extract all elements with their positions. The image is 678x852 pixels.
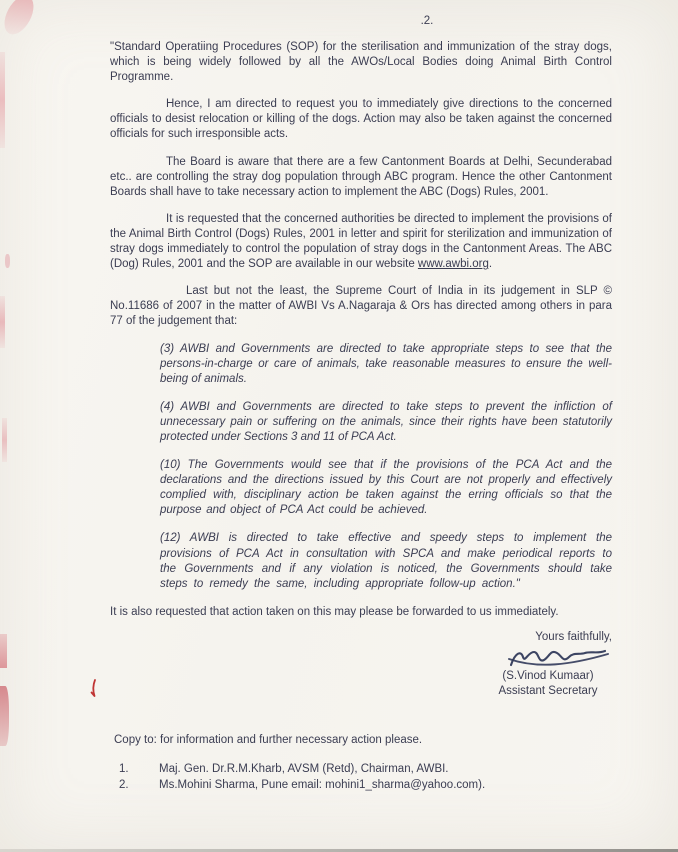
signatory-name: (S.Vinod Kumaar) bbox=[502, 669, 594, 682]
paragraph-directions: Hence, I am directed to request you to immediately give directions to the concerned officials to desist relocation or killing of the dogs. Action may also be taken against the concerned officials for such irresponsible acts. bbox=[110, 98, 612, 141]
scan-smudge-top-left bbox=[0, 0, 39, 39]
copy-to-item bbox=[110, 762, 612, 778]
letter-body bbox=[110, 14, 612, 795]
scan-smudge-left-edge bbox=[0, 634, 7, 668]
judgement-quotes bbox=[110, 342, 612, 592]
signature-block bbox=[484, 630, 612, 699]
scan-smudge-left-edge bbox=[5, 254, 10, 268]
signatory-title: Assistant Secretary bbox=[498, 684, 598, 697]
copy-to-list bbox=[110, 762, 612, 794]
paragraph-abc-rules-period: . bbox=[488, 258, 493, 271]
paragraph-closing: It is also requested that action taken on this may please be forwarded to us immediately. bbox=[110, 605, 559, 618]
paragraph-cantonment-boards: The Board is aware that there are a few Cantonment Boards at Delhi, Secunderabad etc.. are controlling the stray dog population through ABC program. Hence the other Cantonment Boards shall have to take necessary action to implement the ABC (Dogs) Rules, 2001. bbox=[110, 155, 612, 198]
copy-to-item-text: Ms.Mohini Sharma, Pune email: mohini1_sharma@yahoo.com). bbox=[159, 779, 486, 792]
judgement-quote-12: (12) AWBI is directed to take effective and speedy steps to implement the provisions of PCA Act in consultation with SPCA and make periodical reports to the Governments and if any violation is noticed, the Governments should take steps to remedy the same, including appropriate follow-up action." bbox=[160, 532, 612, 590]
scan-smudge-left-edge bbox=[2, 418, 7, 462]
signature-row bbox=[110, 630, 612, 699]
red-pen-mark-icon bbox=[88, 678, 102, 700]
scan-smudge-left-edge bbox=[0, 686, 9, 746]
paragraph-supreme-court: Last but not the least, the Supreme Court of India in its judgement in SLP © No.11686 of 2007 in the matter of AWBI Vs A.Nagaraja & Ors has directed among others in para 77 of the judgement that: bbox=[110, 285, 612, 328]
awbi-website-link[interactable]: www.awbi.org bbox=[417, 258, 489, 271]
copy-to-item bbox=[110, 778, 612, 794]
page-number: .2. bbox=[420, 15, 434, 27]
paragraph-abc-rules-text: It is requested that the concerned authorities be directed to implement the provisions of the Animal Birth Control (Dogs) Rules, 2001 in letter and spirit for sterilization and immunization of stray dogs immediately to control the population of stray dogs in the Cantonment Areas. The ABC (Dog) Rules, 2001 and the SOP are available in our website bbox=[110, 212, 612, 271]
copy-to-item-number: 1. bbox=[119, 762, 129, 775]
paragraph-sop: "Standard Operatiing Procedures (SOP) for the sterilisation and immunization of the stray dogs, which is being widely followed by all the AWOs/Local Bodies doing Animal Birth Control Programme. bbox=[110, 41, 612, 84]
scan-smudge-left-edge bbox=[0, 296, 5, 348]
copy-to-heading: Copy to: for information and further necessary action please. bbox=[114, 733, 423, 746]
judgement-quote-4: (4) AWBI and Governments are directed to take steps to prevent the infliction of unnecessary pain or suffering on the animals, since their rights have been statutorily protected under Sections 3 and 11 of PCA Act. bbox=[160, 400, 612, 443]
judgement-quote-3: (3) AWBI and Governments are directed to take appropriate steps to see that the persons-in-charge or care of animals, take reasonable measures to ensure the well-being of animals. bbox=[160, 342, 612, 385]
judgement-quote-10: (10) The Governments would see that if the provisions of the PCA Act and the declarations and the directions issued by this Court are not properly and effectively complied with, disciplinary action be taken against the erring officials so that the purpose and object of PCA Act could be achieved. bbox=[160, 459, 612, 517]
paragraph-abc-rules bbox=[110, 212, 612, 272]
scan-smudge-left-edge bbox=[0, 52, 5, 148]
handwritten-signature-icon bbox=[508, 644, 612, 672]
valediction: Yours faithfully, bbox=[535, 630, 612, 643]
copy-to-item-text: Maj. Gen. Dr.R.M.Kharb, AVSM (Retd), Chairman, AWBI. bbox=[159, 762, 449, 775]
copy-to-item-number: 2. bbox=[119, 779, 129, 792]
